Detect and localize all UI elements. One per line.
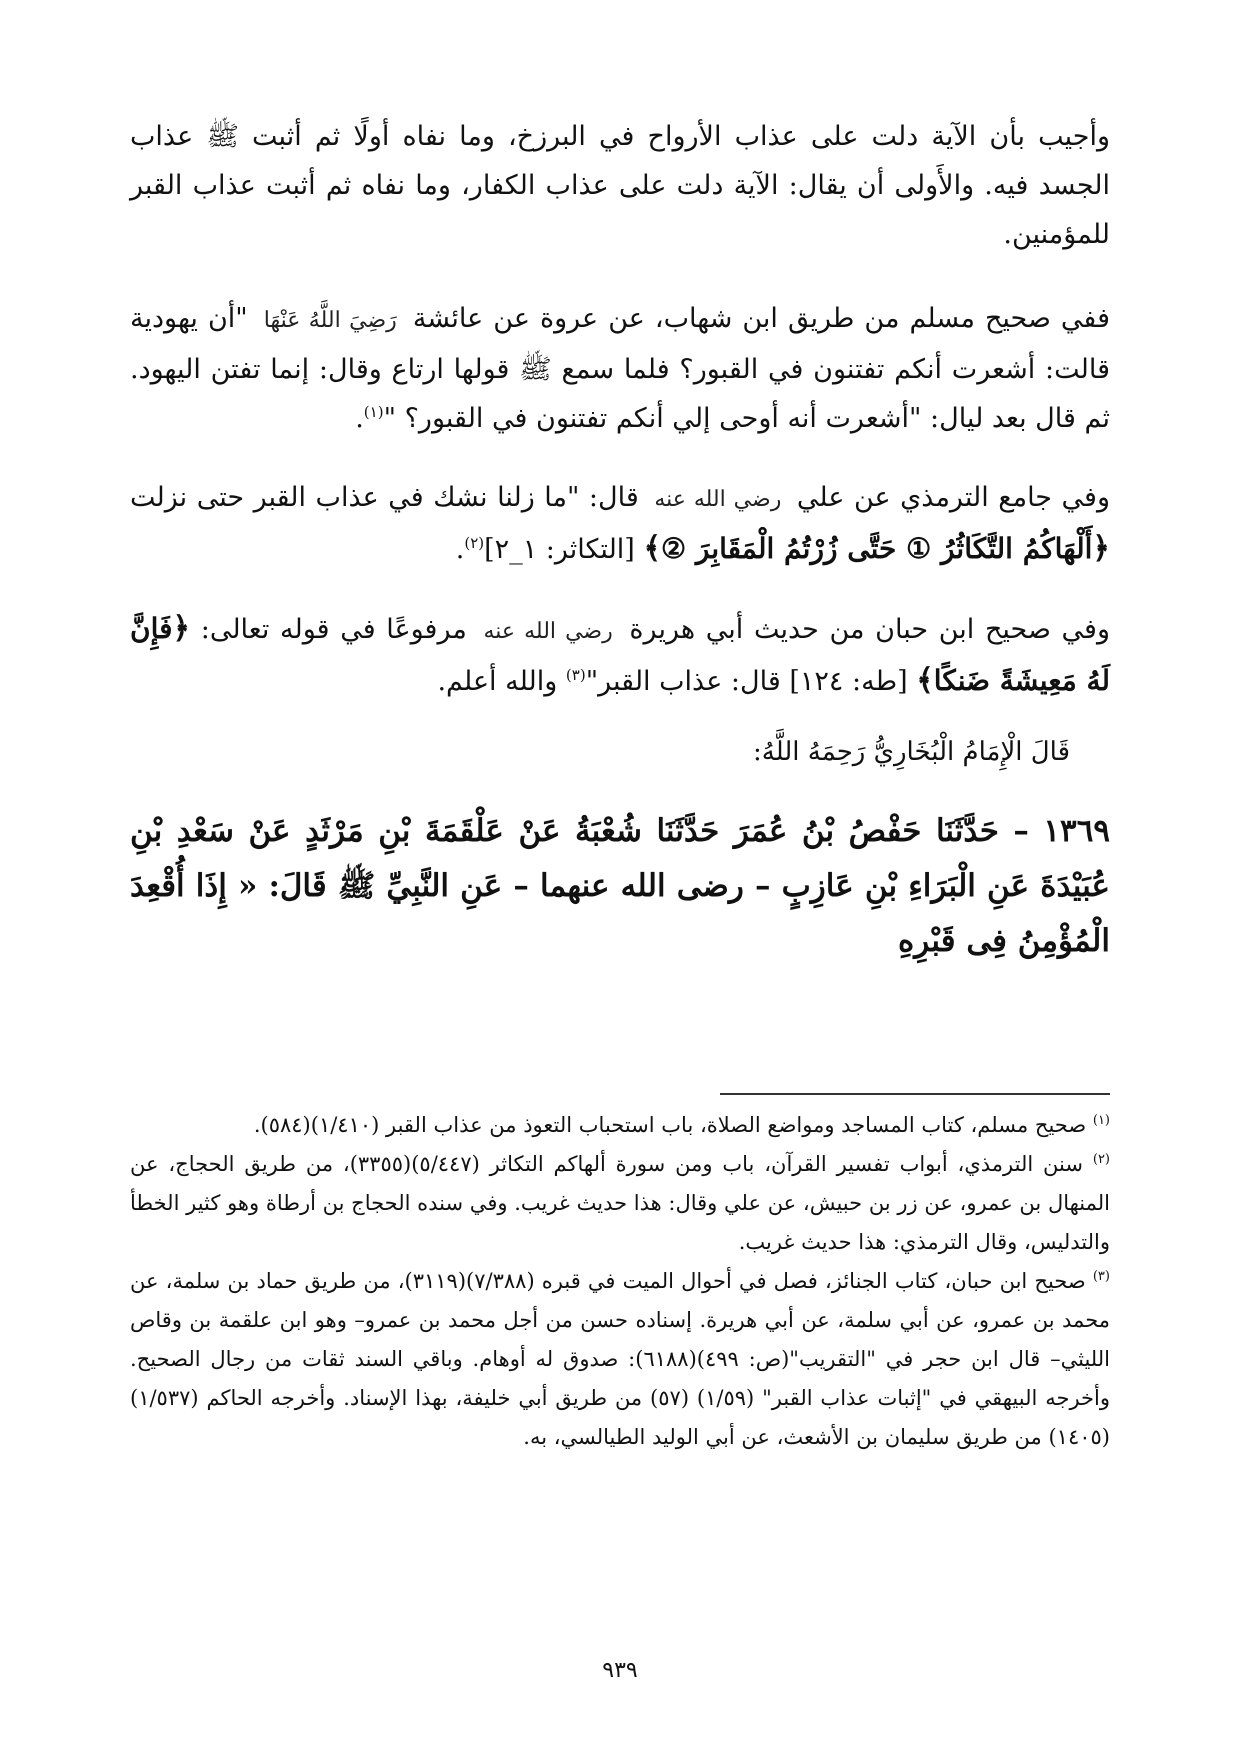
footnote-3 <box>130 1262 1110 1457</box>
footnote-ref-2[interactable]: (٢) <box>464 534 485 552</box>
muslim-text-a: ففي صحيح مسلم من طريق ابن شهاب، عن عروة عن عائشة <box>412 303 1110 334</box>
imam-bukhari-heading: قَالَ الْإِمَامُ الْبُخَارِيُّ رَحِمَهُ اللَّهُ: <box>753 737 1070 767</box>
honorific-abu-hurayra: رضي الله عنه <box>483 619 613 644</box>
muslim-text-b: "أن يهودية قالت: أشعرت أنكم تفتنون في القبور؟ فلما سمع ﷺ قولها ارتاع وقال: إنما تفتن اليهود. ثم قال بعد ليال: "أشعرت أنه أوحى إلي أنكم تفتنون في القبور؟ " <box>130 303 1110 434</box>
hadith-text: ١٣٦٩ – حَدَّثَنَا حَفْصُ بْنُ عُمَرَ حَدَّثَنَا شُعْبَةُ عَنْ عَلْقَمَةَ بْنِ مَرْثَدٍ عَنْ سَعْدِ بْنِ عُبَيْدَةَ عَنِ الْبَرَاءِ بْنِ عَازِبٍ – رضى الله عنهما – عَنِ النَّبِيِّ ﷺ قَالَ: « إِذَا أُقْعِدَ الْمُؤْمِنُ فِى قَبْرِهِ <box>130 813 1110 959</box>
hibban-text-c: قال: عذاب القبر" <box>585 666 781 697</box>
footnote-2 <box>130 1145 1110 1262</box>
honorific-ali: رضي الله عنه <box>654 487 782 512</box>
tirmidhi-text-a: وفي جامع الترمذي عن علي <box>796 482 1110 513</box>
footnote-marker: (٣) <box>1092 1269 1110 1284</box>
verse-reference-takathur: [التكاثر: ١_٢] <box>484 534 635 565</box>
footnote-text: صحيح ابن حبان، كتاب الجنائز، فصل في أحوال الميت في قبره (٧/٣٨٨)(٣١١٩)، من طريق حماد بن سلمة، عن محمد بن عمرو، عن أبي سلمة، عن أبي هريرة. إسناده حسن من أجل محمد بن عمرو– وهو ابن علقمة بن وقاص الليثي– قال ابن حجر في "التقريب"(ص: ٤٩٩)(٦١٨٨): صدوق له أوهام. وباقي السند ثقات من رجال الصحيح. وأخرجه البيهقي في "إثبات عذاب القبر" (١/٥٩) (٥٧) من طريق أبي خليفة، بهذا الإسناد. وأخرجه الحاكم (١/٥٣٧) (١٤٠٥) من طريق سليمان بن الأشعث، عن أبي الوليد الطيالسي، به. <box>130 1269 1111 1449</box>
hibban-text-a: وفي صحيح ابن حبان من حديث أبي هريرة <box>629 614 1110 645</box>
footnote-divider <box>720 1093 1110 1095</box>
footnote-marker: (٢) <box>1092 1152 1110 1167</box>
muslim-end: . <box>355 403 364 434</box>
quran-verse-takathur: أَلْهَاكُمُ التَّكَاثُرُ ① حَتَّى زُرْتُمُ الْمَقَابِرَ ② <box>661 532 1093 565</box>
paragraph-tirmidhi <box>130 473 1110 574</box>
page-number: ٩٣٩ <box>602 1658 638 1683</box>
footnote-text: صحيح مسلم، كتاب المساجد ومواضع الصلاة، باب استحباب التعوذ من عذاب القبر (١/٤١٠)(٥٨٤). <box>253 1113 1087 1137</box>
tirmidhi-text-b: قال: "ما زلنا نشك في عذاب القبر حتى نزلت <box>130 482 639 513</box>
footnote-marker: (١) <box>1092 1113 1110 1128</box>
footnotes <box>130 1106 1110 1457</box>
honorific-aisha: رَضِيَ اللَّهُ عَنْهَا <box>263 308 397 333</box>
tirmidhi-end: . <box>455 534 465 565</box>
hibban-end: والله أعلم. <box>437 666 558 697</box>
footnote-ref-1[interactable]: (١) <box>363 403 384 421</box>
paragraph-ibn-hibban <box>130 604 1110 706</box>
quran-open-bracket-2: ﴿ <box>172 611 191 646</box>
main-text <box>130 112 1110 969</box>
quran-close-bracket-2: ﴾ <box>916 663 934 698</box>
footnote-text: سنن الترمذي، أبواب تفسير القرآن، باب ومن سورة ألهاكم التكاثر (٥/٤٤٧)(٣٣٥٥)، من طريق الحجاج، عن المنهال بن عمرو، عن زر بن حبيش، عن علي وقال: هذا حديث غريب. وفي سنده الحجاج بن أرطاة وهو كثير الخطأ والتدليس، وقال الترمذي: هذا حديث غريب. <box>130 1152 1110 1254</box>
verse-reference-taha: [طه: ١٢٤] <box>789 666 908 697</box>
quran-close-bracket: ﴾ <box>643 531 662 566</box>
paragraph-answer: وأجيب بأن الآية دلت على عذاب الأرواح في البرزخ، وما نفاه أولًا ثم أثبت ﷺ عذاب الجسد فيه. والأَولى أن يقال: الآية دلت على عذاب الكفار، وما نفاه ثم أثبت عذاب القبر للمؤمنين. <box>130 121 1110 250</box>
hibban-text-b: مرفوعًا في قوله تعالى: <box>200 614 467 645</box>
footnote-1 <box>130 1106 1110 1145</box>
quran-verse-taha: فَإِنَّ لَهُ مَعِيشَةً ضَنكًا <box>130 612 1110 697</box>
footnote-ref-3[interactable]: (٣) <box>565 666 586 684</box>
quran-open-bracket: ﴿ <box>1092 531 1110 566</box>
paragraph-muslim <box>130 294 1110 443</box>
